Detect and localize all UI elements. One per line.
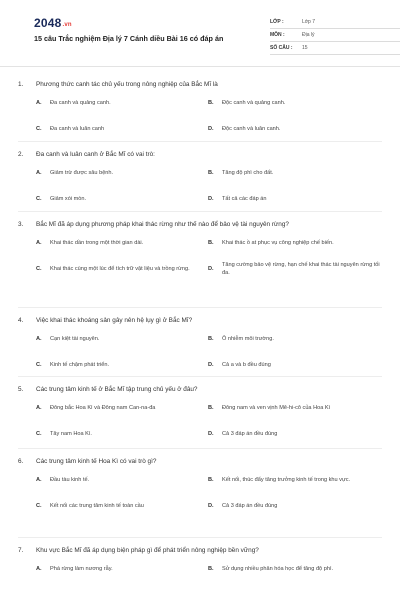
option-letter: A. bbox=[36, 566, 42, 572]
option-letter: D. bbox=[208, 126, 214, 132]
question-number: 7. bbox=[18, 547, 24, 554]
option-letter: D. bbox=[208, 362, 214, 368]
answer-option[interactable] bbox=[208, 556, 386, 582]
option-letter: C. bbox=[36, 266, 42, 272]
option-text: Khai thác cùng một lúc để tích trữ vật liệu và trồng rừng. bbox=[50, 266, 190, 272]
option-row bbox=[18, 467, 382, 493]
option-letter: C. bbox=[36, 431, 42, 437]
option-text: Kết nối, thúc đẩy tăng trưởng kinh tế trong khu vực. bbox=[222, 477, 351, 483]
option-row bbox=[18, 493, 382, 519]
option-letter: B. bbox=[208, 100, 214, 106]
option-text: Độc canh và quảng canh. bbox=[222, 100, 286, 106]
option-text: Sử dụng nhiều phân hóa học để tăng độ phì. bbox=[222, 566, 334, 572]
option-letter: A. bbox=[36, 100, 42, 106]
question-number: 2. bbox=[18, 151, 24, 158]
option-letter: A. bbox=[36, 405, 42, 411]
answer-option[interactable] bbox=[36, 256, 204, 282]
option-row bbox=[18, 90, 382, 116]
option-letter: B. bbox=[208, 477, 214, 483]
answer-option[interactable] bbox=[36, 556, 204, 582]
meta-key: SỐ CÂU : bbox=[270, 45, 293, 51]
question-prompt: Các trung tâm kinh tế ở Bắc Mĩ tập trung chủ yếu ở đâu? bbox=[36, 386, 198, 393]
option-text: Độc canh và luân canh. bbox=[222, 126, 281, 132]
option-text: Tây nam Hoa Kì. bbox=[50, 431, 92, 437]
question-divider bbox=[18, 307, 382, 308]
option-text: Đông nam và ven vịnh Mê-hi-cô của Hoa Kì bbox=[222, 405, 331, 411]
meta-row-subject bbox=[270, 29, 400, 42]
answer-option[interactable] bbox=[208, 230, 386, 256]
option-letter: D. bbox=[208, 266, 214, 272]
meta-box bbox=[270, 16, 400, 55]
option-letter: B. bbox=[208, 240, 214, 246]
meta-key: LỚP : bbox=[270, 19, 284, 25]
answer-option[interactable] bbox=[208, 421, 386, 447]
question-5 bbox=[18, 385, 382, 447]
question-number: 6. bbox=[18, 458, 24, 465]
question-text bbox=[18, 385, 382, 395]
option-text: Giảm trừ được sâu bệnh. bbox=[50, 170, 114, 176]
question-divider bbox=[18, 211, 382, 212]
answer-option[interactable] bbox=[36, 186, 204, 212]
question-text bbox=[18, 457, 382, 467]
option-letter: B. bbox=[208, 566, 214, 572]
site-logo[interactable] bbox=[34, 16, 72, 30]
option-row bbox=[18, 230, 382, 256]
option-text: Giảm xói mòn. bbox=[50, 196, 87, 202]
question-4 bbox=[18, 316, 382, 378]
answer-option[interactable] bbox=[36, 326, 204, 352]
option-letter: A. bbox=[36, 240, 42, 246]
option-letter: C. bbox=[36, 196, 42, 202]
option-letter: D. bbox=[208, 431, 214, 437]
question-number: 3. bbox=[18, 221, 24, 228]
question-divider bbox=[18, 141, 382, 142]
answer-option[interactable] bbox=[36, 160, 204, 186]
meta-row-count bbox=[270, 42, 400, 55]
option-text: Cạn kiệt tài nguyên. bbox=[50, 336, 100, 342]
answer-option[interactable] bbox=[36, 116, 204, 142]
answer-option[interactable] bbox=[36, 493, 204, 519]
answer-option[interactable] bbox=[36, 90, 204, 116]
header-divider bbox=[0, 66, 400, 67]
answer-option[interactable] bbox=[36, 421, 204, 447]
option-text: Cả 3 đáp án đều đúng bbox=[222, 431, 278, 437]
option-letter: C. bbox=[36, 126, 42, 132]
question-number: 1. bbox=[18, 81, 24, 88]
question-text bbox=[18, 220, 382, 230]
page-header bbox=[18, 0, 382, 60]
option-text: Ô nhiễm môi trường. bbox=[222, 336, 274, 342]
question-2 bbox=[18, 150, 382, 212]
option-row bbox=[18, 326, 382, 352]
answer-option[interactable] bbox=[208, 256, 386, 282]
logo-suffix: .vn bbox=[62, 22, 72, 28]
option-letter: D. bbox=[208, 196, 214, 202]
question-divider bbox=[18, 537, 382, 538]
question-text bbox=[18, 546, 382, 556]
meta-key: MÔN : bbox=[270, 32, 285, 38]
option-text: Đa canh và luân canh bbox=[50, 126, 105, 132]
option-letter: B. bbox=[208, 336, 214, 342]
option-letter: D. bbox=[208, 503, 214, 509]
option-text: Kết nối các trung tâm kinh tế toàn cầu bbox=[50, 503, 144, 509]
option-letter: A. bbox=[36, 336, 42, 342]
question-number: 4. bbox=[18, 317, 24, 324]
question-prompt: Việc khai thác khoáng sản gây nên hệ lụy gì ở Bắc Mĩ? bbox=[36, 317, 193, 324]
option-row bbox=[18, 186, 382, 212]
option-row bbox=[18, 395, 382, 421]
option-text: Đa canh và quảng canh. bbox=[50, 100, 111, 106]
option-letter: B. bbox=[208, 170, 214, 176]
answer-option[interactable] bbox=[36, 352, 204, 378]
option-text: Cả a và b đều đúng bbox=[222, 362, 271, 368]
option-text: Khai thác ồ at phục vụ công nghiệp chế biến. bbox=[222, 240, 334, 246]
question-6 bbox=[18, 457, 382, 519]
answer-option[interactable] bbox=[208, 160, 386, 186]
question-3 bbox=[18, 220, 382, 282]
answer-option[interactable] bbox=[208, 395, 386, 421]
meta-value: Địa lý bbox=[302, 32, 315, 38]
answer-option[interactable] bbox=[36, 230, 204, 256]
answer-option[interactable] bbox=[36, 395, 204, 421]
question-number: 5. bbox=[18, 386, 24, 393]
answer-option[interactable] bbox=[208, 467, 386, 493]
question-prompt: Phương thức canh tác chủ yếu trong nông nghiệp của Bắc Mĩ là bbox=[36, 81, 218, 88]
option-text: Kinh tế chậm phát triển. bbox=[50, 362, 110, 368]
meta-value: Lớp 7 bbox=[302, 19, 316, 25]
option-row bbox=[18, 160, 382, 186]
option-letter: C. bbox=[36, 362, 42, 368]
question-prompt: Bắc Mĩ đã áp dụng phương pháp khai thác rừng như thế nào để bảo vệ tài nguyên rừng? bbox=[36, 221, 289, 228]
answer-option[interactable] bbox=[208, 90, 386, 116]
option-text: Khai thác dần trong một thời gian dài. bbox=[50, 240, 144, 246]
option-text: Cả 3 đáp án đều đúng bbox=[222, 503, 278, 509]
answer-option[interactable] bbox=[208, 326, 386, 352]
option-text: Tất cả các đáp án bbox=[222, 196, 267, 202]
option-text: Tăng cường bảo vệ rừng, hạn chế khai thác tài nguyên rừng tối đa. bbox=[222, 262, 380, 276]
answer-option[interactable] bbox=[208, 352, 386, 378]
option-row bbox=[18, 421, 382, 447]
question-7 bbox=[18, 546, 382, 582]
option-row bbox=[18, 352, 382, 378]
option-letter: C. bbox=[36, 503, 42, 509]
question-divider bbox=[18, 448, 382, 449]
page-title: 15 câu Trắc nghiệm Địa lý 7 Cánh diều Bài 16 có đáp án bbox=[34, 34, 224, 43]
question-divider bbox=[18, 376, 382, 377]
question-text bbox=[18, 316, 382, 326]
option-row bbox=[18, 116, 382, 142]
meta-row-class bbox=[270, 16, 400, 29]
option-letter: A. bbox=[36, 477, 42, 483]
answer-option[interactable] bbox=[208, 116, 386, 142]
option-text: Tăng độ phì cho đất. bbox=[222, 170, 274, 176]
option-text: Phá rừng làm nương rẫy. bbox=[50, 566, 113, 572]
question-1 bbox=[18, 80, 382, 142]
logo-text: 2048 bbox=[34, 16, 62, 30]
question-text bbox=[18, 80, 382, 90]
option-row bbox=[18, 256, 382, 282]
option-row bbox=[18, 556, 382, 582]
answer-option[interactable] bbox=[36, 467, 204, 493]
question-prompt: Khu vực Bắc Mĩ đã áp dụng biện pháp gì để phát triển nông nghiệp bền vững? bbox=[36, 547, 259, 554]
option-letter: A. bbox=[36, 170, 42, 176]
meta-value: 15 bbox=[302, 45, 308, 51]
answer-option[interactable] bbox=[208, 493, 386, 519]
answer-option[interactable] bbox=[208, 186, 386, 212]
question-prompt: Đa canh và luân canh ở Bắc Mĩ có vai trò: bbox=[36, 151, 155, 158]
option-letter: B. bbox=[208, 405, 214, 411]
question-text bbox=[18, 150, 382, 160]
question-prompt: Các trung tâm kinh tế Hoa Kì có vai trò gì? bbox=[36, 458, 157, 465]
option-text: Đầu tàu kinh tế. bbox=[50, 477, 90, 483]
option-text: Đông bắc Hoa Kì và Đông nam Can-na-đa bbox=[50, 405, 156, 411]
